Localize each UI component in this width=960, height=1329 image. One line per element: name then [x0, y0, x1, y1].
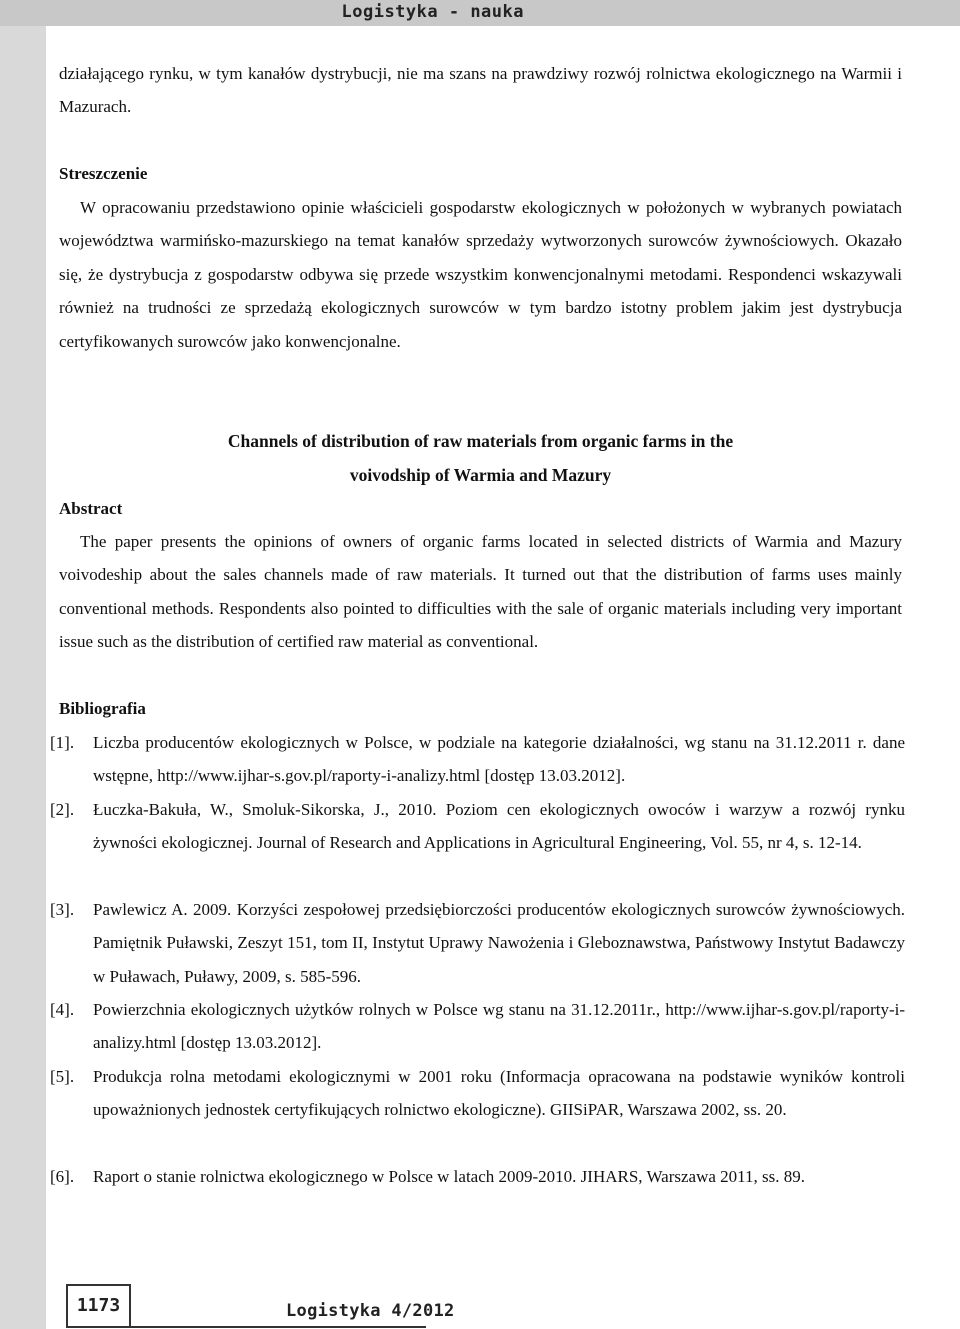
bib-text: Produkcja rolna metodami ekologicznymi w 2001 roku (Informacja opracowana na podstawie wyników kontroli upoważnionych jednostek certyfikujących rolnictwo ekologiczne). GIISiPAR, Warszawa 2002, ss. 20.	[93, 1067, 905, 1120]
header-title: Logistyka - nauka	[341, 2, 524, 22]
streszczenie-heading: Streszczenie	[59, 164, 148, 183]
english-title-line1: Channels of distribution of raw materials from organic farms in the	[227, 431, 734, 451]
intro-paragraph: działającego rynku, w tym kanałów dystrybucji, nie ma szans na prawdziwy rozwój rolnictwa ekologicznego na Warmii i Mazurach.	[59, 64, 902, 117]
bib-text: Liczba producentów ekologicznych w Polsce, w podziale na kategorie działalności, wg stanu na 31.12.2011 r. dane wstępne, http://www.ijhar-s.gov.pl/raporty-i-analizy.html [dostęp 13.03.2012].	[93, 733, 905, 786]
bib-number: [2].	[50, 800, 75, 819]
bib-text: Łuczka-Bakuła, W., Smoluk-Sikorska, J., 2010. Poziom cen ekologicznych owoców i warzyw a rozwój rynku żywności ekologicznej. Journal of Research and Applications in Agricultural Engineering, Vol. 55, nr 4, s. 12-14.	[93, 800, 905, 853]
streszczenie-body: W opracowaniu przedstawiono opinie właścicieli gospodarstw ekologicznych w położonych w wybranych powiatach województwa warmińsko-mazurskiego na temat kanałów sprzedaży wytworzonych surowców żywnościowych. Okazało się, że dystrybucja z gospodarstw odbywa się przede wszystkim konwencjonalnymi metodami. Respondenci wskazywali również na trudności ze sprzedażą ekologicznych surowców w tym bardzo istotny problem jakim jest dystrybucja certyfikowanych surowców jako konwencjonalne.	[59, 198, 902, 351]
bib-text: Pawlewicz A. 2009. Korzyści zespołowej przedsiębiorczości producentów ekologicznych surowców żywnościowych. Pamiętnik Puławski, Zeszyt 151, tom II, Instytut Uprawy Nawożenia i Gleboznawstwa, Państwowy Instytut Badawczy w Puławach, Puławy, 2009, s. 585-596.	[93, 900, 905, 986]
journal-issue: Logistyka 4/2012	[286, 1301, 455, 1321]
bib-number: [3].	[50, 900, 75, 919]
bib-number: [6].	[50, 1167, 75, 1186]
abstract-body: The paper presents the opinions of owners of organic farms located in selected districts of Warmia and Mazury voivodeship about the sales channels made of raw materials. It turned out that the distribution of farms uses mainly conventional methods. Respondents also pointed to difficulties with the sale of organic materials including very important issue such as the distribution of certified raw material as conventional.	[59, 532, 902, 652]
bib-number: [4].	[50, 1000, 75, 1019]
bib-number: [5].	[50, 1067, 75, 1086]
footer-rule	[66, 1326, 426, 1328]
abstract-heading: Abstract	[59, 499, 123, 518]
page-number: 1173	[66, 1284, 131, 1326]
bib-number: [1].	[50, 733, 75, 752]
english-title-line2: voivodship of Warmia and Mazury	[349, 465, 612, 485]
bib-text: Raport o stanie rolnictwa ekologicznego w Polsce w latach 2009-2010. JIHARS, Warszawa 2011, ss. 89.	[93, 1167, 806, 1186]
bibliografia-heading: Bibliografia	[59, 699, 146, 718]
bib-text: Powierzchnia ekologicznych użytków rolnych w Polsce wg stanu na 31.12.2011r., http://www.ijhar-s.gov.pl/raporty-i-analizy.html [dostęp 13.03.2012].	[93, 1000, 905, 1053]
